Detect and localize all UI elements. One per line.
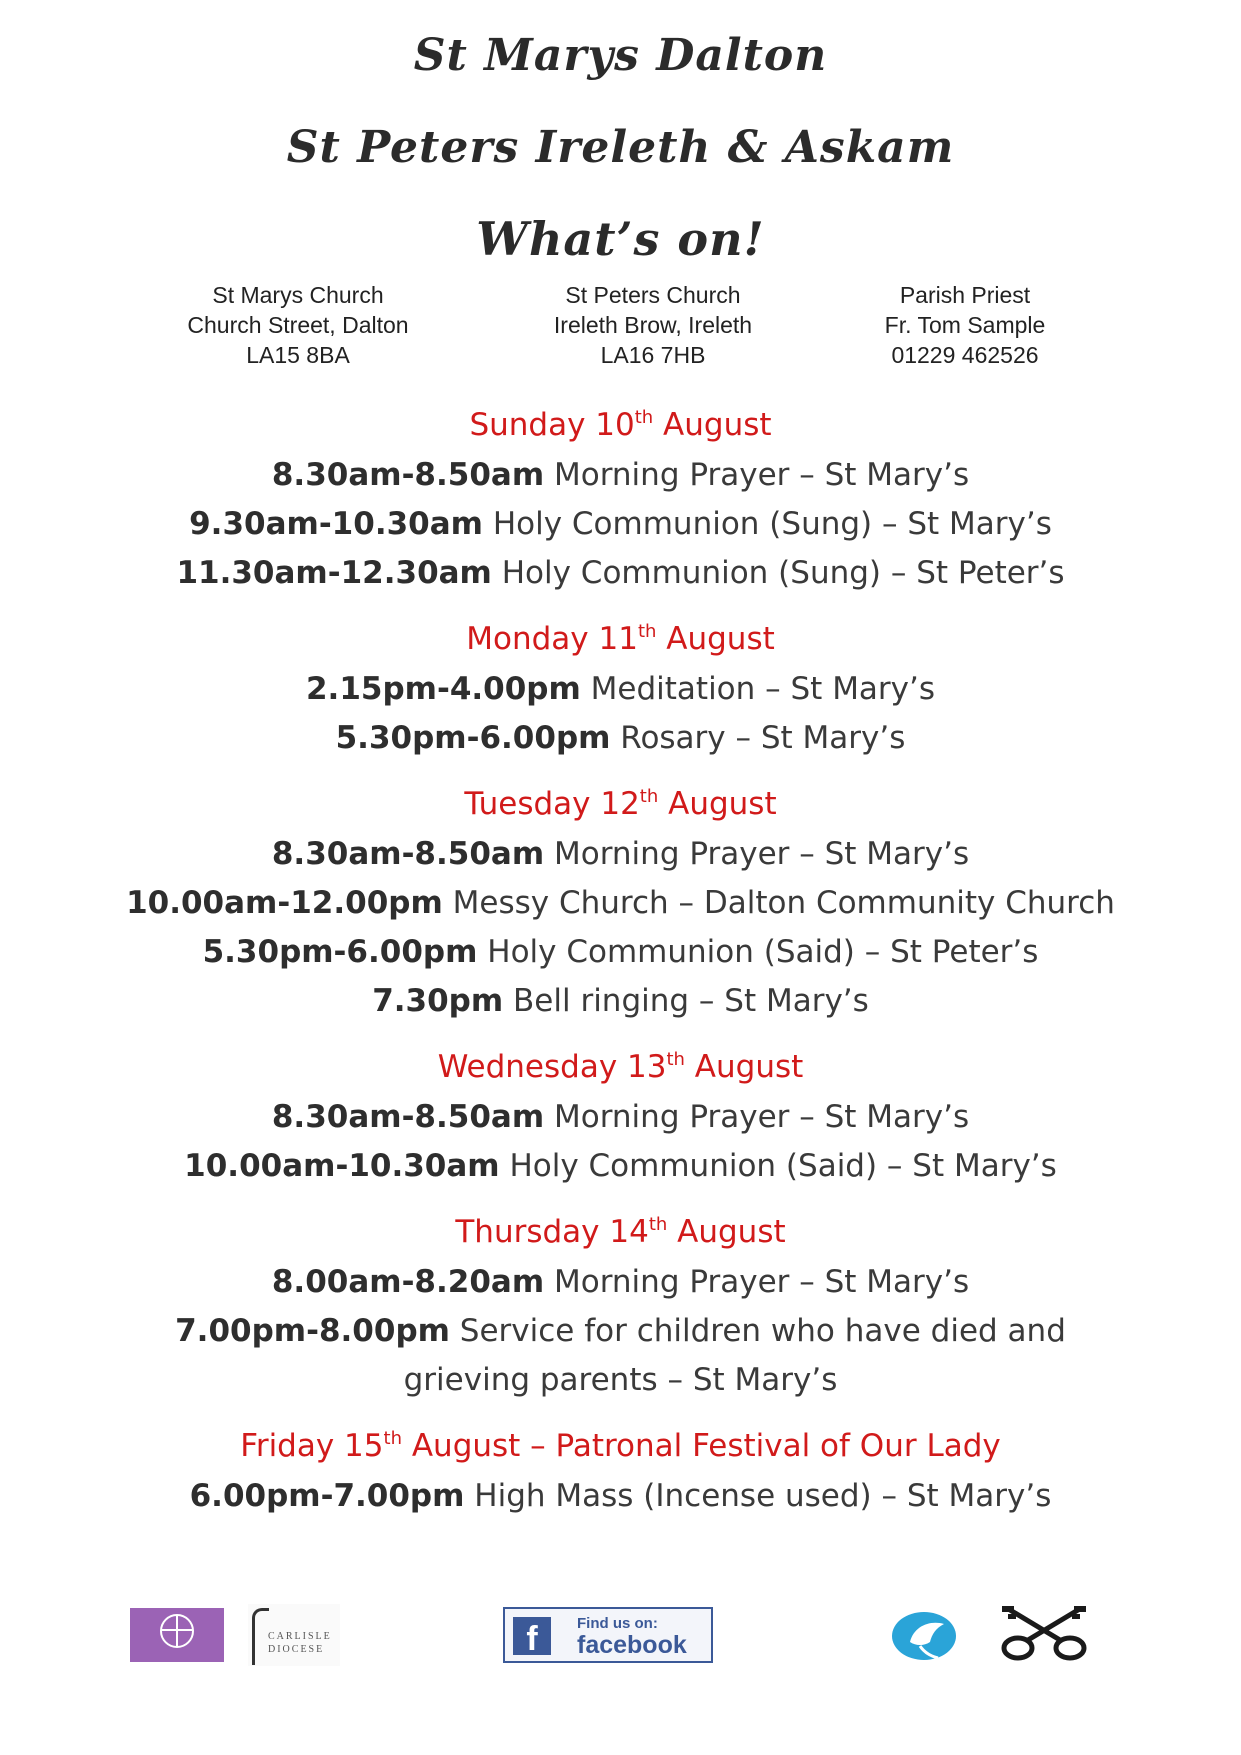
event-line: 9.30am-10.30am Holy Communion (Sung) – St Mary’s	[189, 506, 1052, 542]
carlisle-logo-text: CARLISLE	[268, 1631, 332, 1642]
event-line: 8.30am-8.50am Morning Prayer – St Mary’s	[271, 457, 970, 493]
contact-line: St Marys Church	[212, 282, 384, 308]
church-of-england-logo	[130, 1608, 224, 1662]
contact-line: Parish Priest	[899, 282, 1031, 308]
contact-line: LA16 7HB	[600, 342, 706, 368]
contact-line: LA15 8BA	[246, 342, 350, 368]
contact-st-marys-church	[148, 280, 448, 370]
title-whats-on: What’s on!	[476, 212, 765, 266]
day-heading-tuesday: Tuesday 12th August	[464, 786, 777, 822]
facebook-icon: f	[513, 1617, 551, 1655]
contact-st-peters-church	[503, 280, 803, 370]
contact-parish-priest	[815, 280, 1115, 370]
dove-icon	[890, 1606, 962, 1662]
event-line: 6.00pm-7.00pm High Mass (Incense used) – St Mary’s	[189, 1478, 1052, 1514]
contact-line: Fr. Tom Sample	[884, 312, 1046, 338]
event-line: 10.00am-12.00pm Messy Church – Dalton Community Church	[126, 885, 1115, 921]
event-line: 2.15pm-4.00pm Meditation – St Mary’s	[305, 671, 936, 707]
cross-icon	[160, 1614, 194, 1648]
day-heading-monday: Monday 11th August	[466, 621, 775, 657]
event-line: 10.00am-10.30am Holy Communion (Said) – St Mary’s	[184, 1148, 1057, 1184]
crossed-keys-icon	[998, 1604, 1090, 1664]
event-line: 7.00pm-8.00pm Service for children who have died and	[175, 1313, 1066, 1349]
event-line: 8.30am-8.50am Morning Prayer – St Mary’s	[271, 1099, 970, 1135]
facebook-wordmark: facebook	[577, 1631, 687, 1659]
title-st-marys-dalton: St Marys Dalton	[413, 30, 828, 81]
contact-line: Ireleth Brow, Ireleth	[553, 312, 753, 338]
day-heading-sunday: Sunday 10th August	[469, 407, 772, 443]
day-heading-thursday: Thursday 14th August	[455, 1214, 786, 1250]
contact-line: St Peters Church	[565, 282, 741, 308]
event-line: 8.00am-8.20am Morning Prayer – St Mary’s	[271, 1264, 970, 1300]
facebook-link[interactable]	[503, 1607, 713, 1663]
crozier-icon	[252, 1608, 269, 1665]
event-line: 5.30pm-6.00pm Holy Communion (Said) – St Peter’s	[202, 934, 1039, 970]
event-line: 5.30pm-6.00pm Rosary – St Mary’s	[335, 720, 906, 756]
facebook-find-us-text: Find us on:	[577, 1615, 658, 1632]
event-line: 8.30am-8.50am Morning Prayer – St Mary’s	[271, 836, 970, 872]
day-heading-friday: Friday 15th August – Patronal Festival of Our Lady	[240, 1428, 1001, 1464]
carlisle-diocese-logo	[248, 1604, 340, 1666]
event-line: grieving parents – St Mary’s	[403, 1362, 838, 1398]
event-line: 11.30am-12.30am Holy Communion (Sung) – St Peter’s	[176, 555, 1065, 591]
day-heading-wednesday: Wednesday 13th August	[437, 1049, 804, 1085]
contact-line: 01229 462526	[891, 342, 1039, 368]
diocese-logo-text: DIOCESE	[268, 1644, 325, 1655]
title-st-peters-ireleth-askam: St Peters Ireleth & Askam	[286, 122, 955, 173]
contact-line: Church Street, Dalton	[187, 312, 409, 338]
event-line: 7.30pm Bell ringing – St Mary’s	[372, 983, 869, 1019]
